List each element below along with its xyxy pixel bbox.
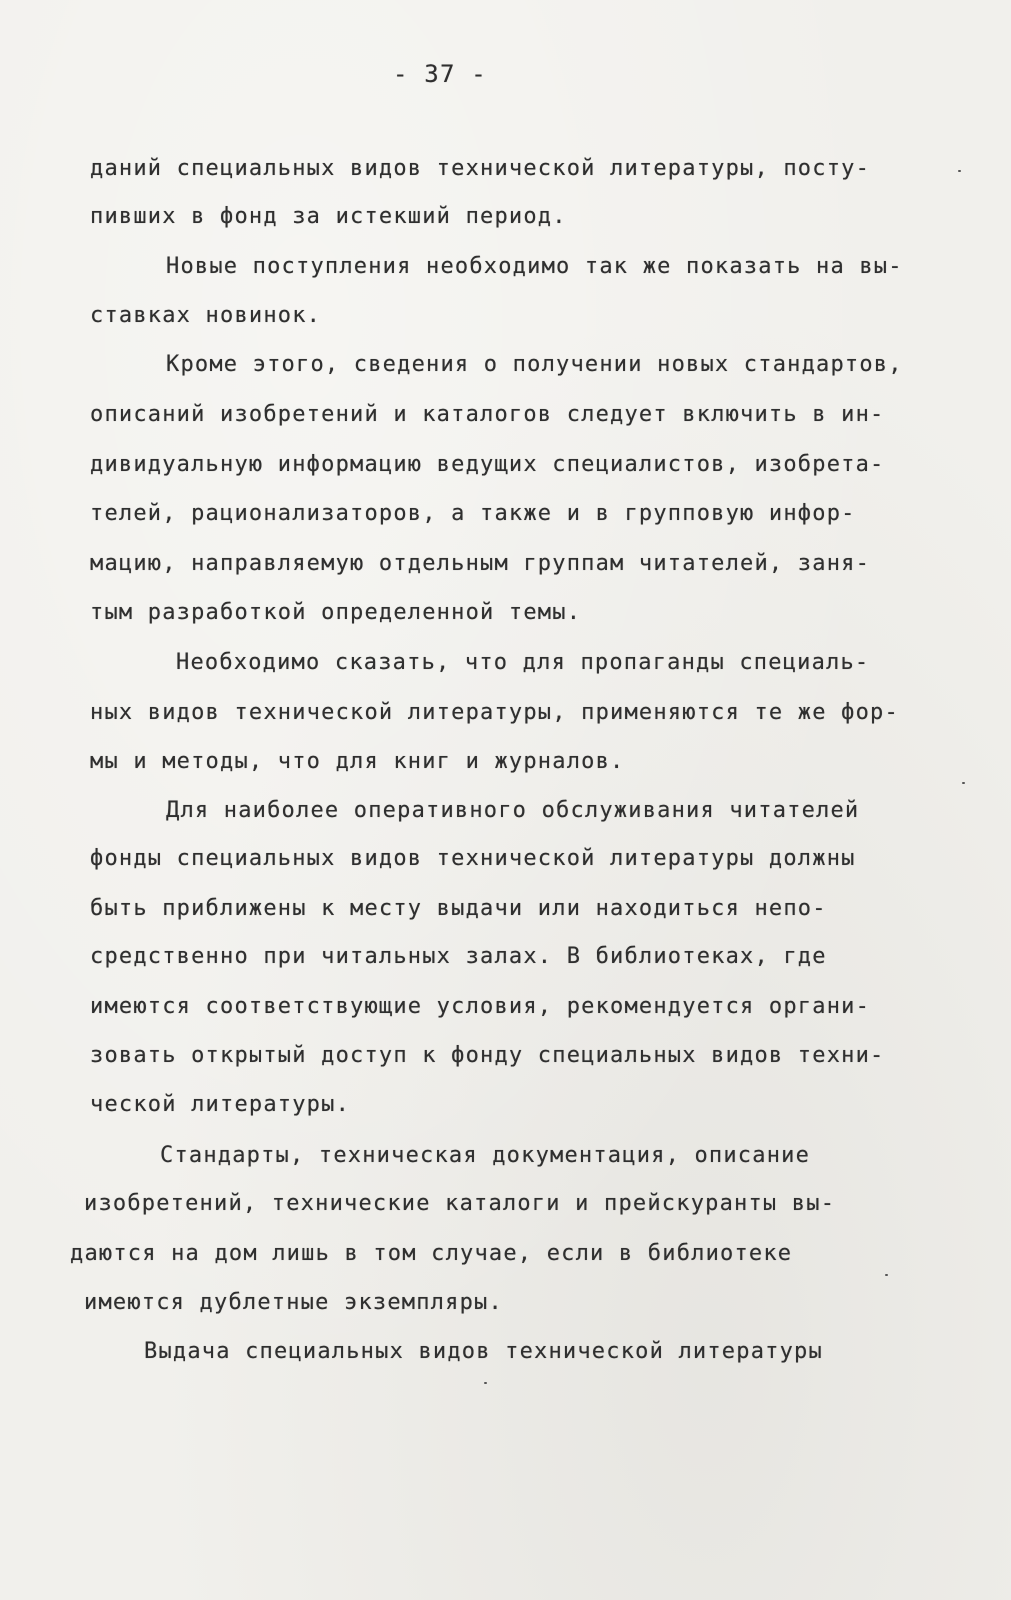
text-line-8: телей, рационализаторов, а также и в групповую инфор- bbox=[90, 501, 856, 526]
text-line-18: имеются соответствующие условия, рекомендуется органи- bbox=[90, 994, 871, 1019]
text-line-9: мацию, направляемую отдельным группам читателей, заня- bbox=[90, 551, 871, 576]
text-line-14: Для наиболее оперативного обслуживания читателей bbox=[166, 798, 860, 823]
text-line-7: дивидуальную информацию ведущих специалистов, изобрета- bbox=[90, 452, 885, 477]
text-line-25: Выдача специальных видов технической литературы bbox=[144, 1339, 823, 1364]
text-line-17: средственно при читальных залах. В библиотеках, где bbox=[90, 944, 827, 969]
text-line-13: мы и методы, что для книг и журналов. bbox=[90, 749, 625, 774]
text-line-4: ставках новинок. bbox=[90, 303, 322, 328]
text-line-10: тым разработкой определенной темы. bbox=[90, 600, 582, 625]
page-number: - 37 - bbox=[393, 60, 487, 88]
text-line-22: изобретений, технические каталоги и прейскуранты вы- bbox=[84, 1191, 836, 1216]
text-line-11: Необходимо сказать, что для пропаганды специаль- bbox=[176, 650, 870, 675]
paper-speck bbox=[958, 170, 961, 172]
text-line-5: Кроме этого, сведения о получении новых стандартов, bbox=[166, 352, 903, 377]
paper-speck bbox=[484, 1382, 487, 1384]
text-line-15: фонды специальных видов технической литературы должны bbox=[90, 846, 856, 871]
text-line-6: описаний изобретений и каталогов следует включить в ин- bbox=[90, 402, 885, 427]
text-line-1: даний специальных видов технической литературы, посту- bbox=[90, 156, 871, 181]
text-line-20: ческой литературы. bbox=[90, 1092, 351, 1117]
text-line-19: зовать открытый доступ к фонду специальных видов техни- bbox=[90, 1043, 885, 1068]
text-line-23: даются на дом лишь в том случае, если в библиотеке bbox=[70, 1241, 793, 1266]
text-line-16: быть приближены к месту выдачи или находиться непо- bbox=[90, 896, 827, 921]
text-line-12: ных видов технической литературы, применяются те же фор- bbox=[90, 700, 899, 725]
text-line-21: Стандарты, техническая документация, описание bbox=[160, 1143, 811, 1168]
text-line-24: имеются дублетные экземпляры. bbox=[84, 1290, 503, 1315]
paper-speck bbox=[885, 1274, 888, 1276]
text-line-3: Новые поступления необходимо так же показать на вы- bbox=[166, 254, 903, 279]
text-line-2: пивших в фонд за истекший период. bbox=[90, 204, 567, 229]
paper-speck bbox=[962, 782, 965, 784]
